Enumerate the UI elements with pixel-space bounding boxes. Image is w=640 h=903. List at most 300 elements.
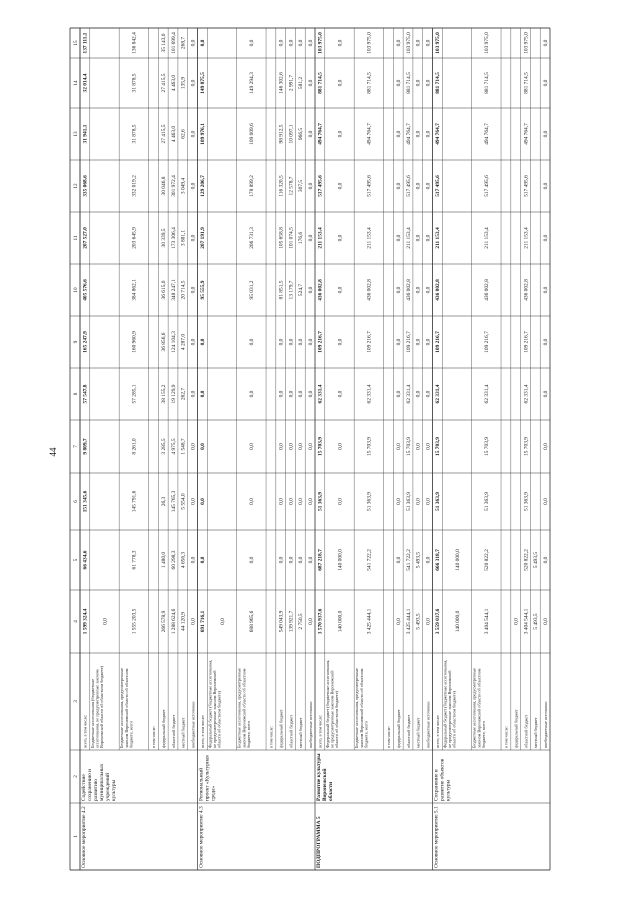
value-cell: 15 703,9 <box>523 437 530 456</box>
value-cell: 0,0 <box>415 182 422 190</box>
value-cell: 66 434,6 <box>82 550 89 570</box>
value-cell: 0,0 <box>415 390 422 398</box>
value-cell: 35 143,0 <box>161 33 168 53</box>
row-category-label: Воронежской области об областном бюджете) <box>98 665 104 748</box>
value-cell: 517 495,6 <box>523 175 530 197</box>
column-header-number: 5 <box>73 558 79 562</box>
value-cell: 0,0 <box>425 556 432 564</box>
value-cell: 541 722,2 <box>405 549 412 571</box>
column-header-number: 15 <box>73 40 79 46</box>
value-cell: 0,0 <box>425 182 432 190</box>
value-cell: 203 645,9 <box>131 227 138 249</box>
column-header-number: 12 <box>73 183 79 189</box>
value-cell: 32 014,4 <box>82 73 89 93</box>
value-cell: 0,0 <box>298 443 305 450</box>
value-cell: 0,0 <box>200 556 207 564</box>
value-cell: 0,0 <box>288 338 295 346</box>
row-category-label: области об областном бюджете) <box>451 691 457 748</box>
value-cell: 105 658,8 <box>278 227 285 249</box>
value-cell: 0,0 <box>278 556 285 564</box>
value-cell: 12 578,7 <box>288 176 295 196</box>
value-cell: 207 527,0 <box>82 227 89 249</box>
value-cell: 0,0 <box>542 79 549 87</box>
row-group-title: муниципальных <box>99 763 105 801</box>
value-cell: 0,0 <box>415 79 422 87</box>
value-cell: 0,0 <box>307 234 314 242</box>
value-cell: 173 306,4 <box>170 227 177 249</box>
value-cell: 0,0 <box>542 182 549 190</box>
value-cell: 0,0 <box>396 234 403 242</box>
value-cell: 8 261,0 <box>131 438 138 455</box>
value-cell: 881 714,5 <box>435 72 442 94</box>
row-category-label: Бюджетные ассигнования, предусмотренные <box>119 668 125 748</box>
value-cell: 0,0 <box>542 286 549 294</box>
value-cell: 2 750,5 <box>298 613 305 630</box>
column-header-number: 13 <box>73 131 79 137</box>
row-category-label: внебюджетные источники <box>307 701 313 748</box>
value-cell: 1 480,0 <box>161 551 168 569</box>
value-cell: 140 000,0 <box>454 610 461 633</box>
value-cell: 137 111,1 <box>82 32 89 54</box>
row-category-label: Федеральный бюджет (бюджетные ассигнования, <box>442 659 448 748</box>
value-cell: 0,0 <box>307 79 314 87</box>
value-cell: 1 599 324,4 <box>82 608 89 635</box>
value-cell: 151 345,6 <box>82 490 89 513</box>
value-cell: 15 703,9 <box>317 437 324 456</box>
value-cell: 0,0 <box>396 390 403 398</box>
row-category-label: федеральный бюджет <box>513 709 519 748</box>
row-group-title: развитие объектов <box>439 758 446 801</box>
column-header-number: 9 <box>73 340 79 344</box>
value-cell: 0,0 <box>415 286 422 294</box>
value-cell: 348 247,1 <box>170 279 177 301</box>
row-group-title: культуры <box>445 779 452 801</box>
column-header-number: 2 <box>73 775 79 778</box>
value-cell: 0,0 <box>425 130 432 138</box>
value-cell: 0,0 <box>396 556 403 564</box>
value-cell: 62 331,4 <box>366 384 373 404</box>
row-group-label: Основное мероприятие 4.3 <box>198 806 205 868</box>
value-cell: 27 415,5 <box>161 124 168 144</box>
value-cell: 62,6 <box>180 129 187 139</box>
value-cell: 140 000,0 <box>337 549 344 571</box>
value-cell: 0,0 <box>542 39 549 47</box>
value-cell: 0,0 <box>542 556 549 564</box>
value-cell: 149 294,3 <box>249 72 256 94</box>
row-category-label: областной бюджет <box>405 714 411 748</box>
row-category-label: бюджете, всего <box>480 720 486 748</box>
value-cell: 0,0 <box>288 443 295 450</box>
value-cell: 26,3 <box>161 496 168 507</box>
value-cell: 146 302,6 <box>278 72 285 94</box>
value-cell: 20 714,5 <box>180 280 187 300</box>
row-group-title: Сохранение и <box>433 769 440 801</box>
value-cell: 178 899,2 <box>249 175 256 197</box>
value-cell: 31 941,1 <box>82 124 89 144</box>
value-cell: 60 298,3 <box>170 550 177 570</box>
row-category-label: областной бюджет <box>523 714 529 748</box>
value-cell: 881 714,5 <box>484 72 491 94</box>
value-cell: 335 068,6 <box>82 175 89 197</box>
row-category-label: ассигнования, не предусмотренные законом <box>94 669 100 748</box>
value-cell: 206 731,3 <box>249 227 256 249</box>
value-cell: 301 972,4 <box>170 175 177 197</box>
value-cell: 0,0 <box>249 338 256 346</box>
value-cell: 0,0 <box>542 498 549 505</box>
value-cell: 0,0 <box>219 618 226 625</box>
value-cell: 4 656,3 <box>180 551 187 569</box>
value-cell: 0,0 <box>542 443 549 450</box>
value-cell: 0,0 <box>278 39 285 47</box>
value-cell: 51 363,9 <box>435 492 442 511</box>
value-cell: 5 493,5 <box>415 613 422 630</box>
row-category-label: области об областном бюджете) <box>333 691 339 748</box>
value-cell: 51 363,9 <box>366 492 373 511</box>
value-cell: 176,6 <box>298 231 305 245</box>
value-cell: 62 331,4 <box>523 384 530 404</box>
value-cell: 0,0 <box>288 498 295 505</box>
value-cell: 124 104,3 <box>170 331 177 353</box>
row-category-label: не предусмотренные законом Воронежской <box>211 670 217 748</box>
value-cell: 0,0 <box>102 618 109 625</box>
value-cell: 5 493,5 <box>415 551 422 569</box>
value-cell: 51 363,9 <box>317 492 324 511</box>
page-number: 44 <box>48 447 58 457</box>
value-cell: 881 714,5 <box>317 72 324 94</box>
value-cell: 266 578,9 <box>161 610 168 633</box>
value-cell: 517 495,6 <box>317 175 324 197</box>
row-category-label: областной бюджет <box>170 714 176 748</box>
row-category-label: бюджете, всего <box>363 720 369 748</box>
value-cell: 5 493,5 <box>533 551 540 569</box>
row-category-label: Бюджетные ассигнования, предусмотренные <box>471 668 477 748</box>
value-cell: 3 559 037,6 <box>435 608 442 635</box>
value-cell: 0,0 <box>542 390 549 398</box>
value-cell: 687 218,7 <box>317 549 324 571</box>
value-cell: 581,2 <box>298 76 305 90</box>
value-cell: 145 765,3 <box>170 490 177 513</box>
value-cell: 0,0 <box>307 130 314 138</box>
value-cell: 0,0 <box>200 39 207 47</box>
value-cell: 103 975,0 <box>366 32 373 54</box>
table-cells <box>73 32 549 868</box>
value-cell: 0,0 <box>200 443 207 450</box>
row-category-label: бюджете, всего <box>245 720 251 748</box>
value-cell: 31 878,5 <box>131 124 138 144</box>
value-cell: 62 331,4 <box>405 384 412 404</box>
value-cell: 0,0 <box>396 498 403 505</box>
row-category-label: в том числе: <box>386 726 392 748</box>
value-cell: 0,0 <box>415 39 422 47</box>
value-cell: 0,0 <box>200 498 207 505</box>
value-cell: 3 285,5 <box>161 438 168 455</box>
row-group-title: Воронежской <box>322 768 328 801</box>
value-cell: 0,0 <box>190 130 197 138</box>
value-cell: 0,0 <box>249 39 256 47</box>
column-header-number: 3 <box>73 700 79 703</box>
row-category-label: не предусмотренные законом Воронежской <box>329 670 335 748</box>
value-cell: 0,0 <box>337 182 344 190</box>
value-cell: 62 331,4 <box>484 384 491 404</box>
value-cell: 0,0 <box>425 498 432 505</box>
value-cell: 81 851,5 <box>278 280 285 300</box>
value-cell: 109 216,7 <box>366 331 373 353</box>
row-group-label: Основное мероприятие 4.2 <box>81 806 87 868</box>
value-cell: 211 153,4 <box>523 227 530 249</box>
value-cell: 494 764,7 <box>435 123 442 145</box>
value-cell: 36 615,0 <box>161 280 168 300</box>
value-cell: 0,0 <box>307 338 314 346</box>
value-cell: 0,0 <box>337 390 344 398</box>
value-cell: 109 216,7 <box>405 331 412 353</box>
value-cell: 0,0 <box>190 498 197 505</box>
value-cell: 520 822,2 <box>484 549 491 571</box>
row-category-label: законом Воронежской области об областном <box>123 668 129 748</box>
value-cell: 881 714,5 <box>523 72 530 94</box>
value-cell: 0,0 <box>415 338 422 346</box>
value-cell: 3 049,4 <box>180 177 187 195</box>
column-header-number: 10 <box>73 287 79 293</box>
value-cell: 0,0 <box>415 130 422 138</box>
value-cell: 0,0 <box>190 443 197 450</box>
value-cell: 0,0 <box>249 390 256 398</box>
value-cell: 0,0 <box>190 39 197 47</box>
value-cell: 0,0 <box>337 286 344 294</box>
value-cell: 0,0 <box>190 390 197 398</box>
row-group-label: Основное мероприятие 5.1 <box>433 806 440 868</box>
value-cell: 1 548,7 <box>180 438 187 455</box>
value-cell: 0,0 <box>337 443 344 450</box>
value-cell: 262,7 <box>180 387 187 401</box>
value-cell: 0,0 <box>190 618 197 625</box>
row-category-label: в том числе: <box>503 726 509 748</box>
value-cell: 494 764,7 <box>484 123 491 145</box>
value-cell: 966,5 <box>298 127 305 141</box>
value-cell: 494 764,7 <box>366 123 373 145</box>
value-cell: 31 878,5 <box>131 73 138 93</box>
value-cell: 0,0 <box>542 338 549 346</box>
column-header-number: 6 <box>73 500 79 503</box>
value-cell: 0,0 <box>425 618 432 625</box>
value-cell: 0,0 <box>415 498 422 505</box>
row-group-title: среда» <box>210 785 217 801</box>
value-cell: 101 699,4 <box>170 32 177 54</box>
value-cell: 0,0 <box>425 390 432 398</box>
row-category-label: федеральный бюджет <box>278 709 284 748</box>
value-cell: 109 216,7 <box>317 331 324 353</box>
value-cell: 3 570 937,6 <box>317 608 324 635</box>
value-cell: 520 822,2 <box>523 549 530 571</box>
value-cell: 494 764,7 <box>523 123 530 145</box>
value-cell: 103 975,0 <box>405 32 412 54</box>
value-cell: 0,0 <box>307 618 314 625</box>
value-cell: 211 153,4 <box>405 227 412 249</box>
value-cell: 95 031,2 <box>249 280 256 300</box>
value-cell: 0,0 <box>425 39 432 47</box>
value-cell: 0,0 <box>288 390 295 398</box>
value-cell: 436 002,8 <box>523 279 530 301</box>
value-cell: 0,0 <box>190 556 197 564</box>
value-cell: 0,0 <box>278 443 285 450</box>
value-cell: 0,0 <box>307 498 314 505</box>
value-cell: 0,0 <box>249 443 256 450</box>
value-cell: 0,0 <box>396 79 403 87</box>
value-cell: 0,0 <box>396 182 403 190</box>
value-cell: 0,0 <box>542 234 549 242</box>
value-cell: 27 415,5 <box>161 73 168 93</box>
value-cell: 136 842,4 <box>131 32 138 54</box>
value-cell: 0,0 <box>337 498 344 505</box>
value-cell: 0,0 <box>513 618 520 625</box>
value-cell: 0,0 <box>200 338 207 346</box>
value-cell: 517 495,6 <box>435 175 442 197</box>
value-cell: 103 975,0 <box>523 32 530 54</box>
value-cell: 0,0 <box>425 234 432 242</box>
value-cell: 0,0 <box>288 39 295 47</box>
value-cell: 0,0 <box>307 556 314 564</box>
value-cell: 0,0 <box>396 130 403 138</box>
column-header-number: 14 <box>73 80 79 86</box>
value-cell: 103 975,0 <box>317 32 324 54</box>
value-cell: 211 153,4 <box>366 227 373 249</box>
value-cell: 149 875,5 <box>200 72 207 94</box>
value-cell: 211 153,4 <box>317 227 324 249</box>
value-cell: 0,0 <box>249 556 256 564</box>
value-cell: 0,0 <box>337 234 344 242</box>
value-cell: 517 495,6 <box>484 175 491 197</box>
value-cell: 211 153,4 <box>435 227 442 249</box>
value-cell: 0,0 <box>307 443 314 450</box>
value-cell: 881 714,5 <box>366 72 373 94</box>
row-category-label: всего, в том числе: <box>435 714 441 748</box>
row-category-label: федеральный бюджет <box>396 709 402 748</box>
value-cell: 691 716,1 <box>200 610 207 633</box>
value-cell: 51 363,9 <box>484 492 491 511</box>
value-cell: 160 960,9 <box>131 331 138 353</box>
value-cell: 384 862,1 <box>131 279 138 301</box>
value-cell: 541 722,2 <box>366 549 373 571</box>
value-cell: 0,0 <box>278 498 285 505</box>
value-cell: 436 002,8 <box>484 279 491 301</box>
value-cell: 0,0 <box>337 130 344 138</box>
row-category-label: Федеральный бюджет (бюджетные ассигнования, <box>207 659 213 748</box>
value-cell: 109 216,7 <box>484 331 491 353</box>
value-cell: 0,0 <box>396 443 403 450</box>
value-cell: 207 191,9 <box>200 227 207 249</box>
row-category-label: области об областном бюджете) <box>216 691 222 748</box>
value-cell: 3 425 444,1 <box>405 608 412 635</box>
value-cell: 4 463,0 <box>170 74 177 92</box>
value-cell: 0,0 <box>337 338 344 346</box>
row-category-label: местный бюджет <box>415 717 421 748</box>
row-category-label: местный бюджет <box>298 717 304 748</box>
value-cell: 140 000,0 <box>337 610 344 633</box>
value-cell: 109 216,7 <box>523 331 530 353</box>
value-cell: 0,0 <box>396 338 403 346</box>
value-cell: 9 809,7 <box>82 438 89 455</box>
value-cell: 881 714,5 <box>405 72 412 94</box>
column-header-number: 1 <box>73 835 79 838</box>
value-cell: 0,0 <box>190 338 197 346</box>
value-cell: 0,0 <box>278 338 285 346</box>
row-category-label: бюджете, всего <box>128 720 134 748</box>
value-cell: 5 554,0 <box>180 493 187 510</box>
value-cell: 0,0 <box>415 443 422 450</box>
value-cell: 51 363,9 <box>405 492 412 511</box>
value-cell: 307,5 <box>298 179 305 193</box>
value-cell: 0,0 <box>190 286 197 294</box>
value-cell: 4 287,0 <box>180 333 187 351</box>
value-cell: 0,0 <box>298 498 305 505</box>
value-cell: 13 179,7 <box>288 280 295 300</box>
value-cell: 139 921,7 <box>288 610 295 633</box>
value-cell: 61 778,3 <box>131 550 138 570</box>
value-cell: 0,0 <box>288 556 295 564</box>
value-cell: 0,0 <box>415 234 422 242</box>
row-group-title: Содействие <box>81 774 87 801</box>
value-cell: 101 074,5 <box>288 227 295 249</box>
row-category-label: местный бюджет <box>533 717 539 748</box>
value-cell: 0,0 <box>425 443 432 450</box>
value-cell: 0,0 <box>337 39 344 47</box>
value-cell: 0,0 <box>278 390 285 398</box>
value-cell: 30 046,8 <box>161 176 168 196</box>
value-cell: 1 555 203,5 <box>131 608 138 635</box>
value-cell: 436 002,8 <box>405 279 412 301</box>
row-group-title: проект «Культурная <box>204 755 211 801</box>
value-cell: 0,0 <box>298 390 305 398</box>
value-cell: 5 493,5 <box>533 613 540 630</box>
value-cell: 109 216,7 <box>435 331 442 353</box>
row-category-label: Бюджетные ассигнования, предусмотренные <box>354 668 360 748</box>
value-cell: 0,0 <box>307 390 314 398</box>
value-cell: 3 881,1 <box>180 229 187 247</box>
value-cell: 332 019,2 <box>131 175 138 197</box>
value-cell: 0,0 <box>542 618 549 625</box>
row-category-label: в том числе: <box>151 726 157 748</box>
row-category-label: в том числе: <box>268 726 274 748</box>
value-cell: 0,0 <box>425 286 432 294</box>
value-cell: 2 991,7 <box>288 74 295 92</box>
value-cell: 0,0 <box>396 39 403 47</box>
value-cell: 129 206,7 <box>200 175 207 197</box>
row-group-title: культуры <box>111 779 117 801</box>
value-cell: 140 000,0 <box>454 549 461 571</box>
value-cell: 0,0 <box>542 130 549 138</box>
column-header-number: 11 <box>73 235 79 241</box>
value-cell: 436 002,8 <box>366 279 373 301</box>
row-group-title: Развитие культуры <box>316 753 322 801</box>
value-cell: 165 247,9 <box>82 331 89 353</box>
value-cell: 517 495,6 <box>366 175 373 197</box>
value-cell: 109 976,1 <box>200 123 207 145</box>
value-cell: 688 965,6 <box>249 610 256 633</box>
value-cell: 494 764,7 <box>317 123 324 145</box>
value-cell: 494 764,7 <box>405 123 412 145</box>
value-cell: 3 404 544,1 <box>523 608 530 635</box>
row-category-label: законом Воронежской области об областном <box>241 668 247 748</box>
value-cell: 103 975,0 <box>484 32 491 54</box>
value-cell: 62 331,4 <box>435 384 442 404</box>
value-cell: 0,0 <box>307 286 314 294</box>
value-cell: 0,0 <box>298 39 305 47</box>
value-cell: 103 975,0 <box>435 32 442 54</box>
row-category-label: не предусмотренные законом Воронежской <box>446 670 452 748</box>
value-cell: 0,0 <box>200 390 207 398</box>
value-cell: 95 555,9 <box>200 280 207 300</box>
value-cell: 15 703,9 <box>366 437 373 456</box>
value-cell: 109 009,6 <box>249 123 256 145</box>
